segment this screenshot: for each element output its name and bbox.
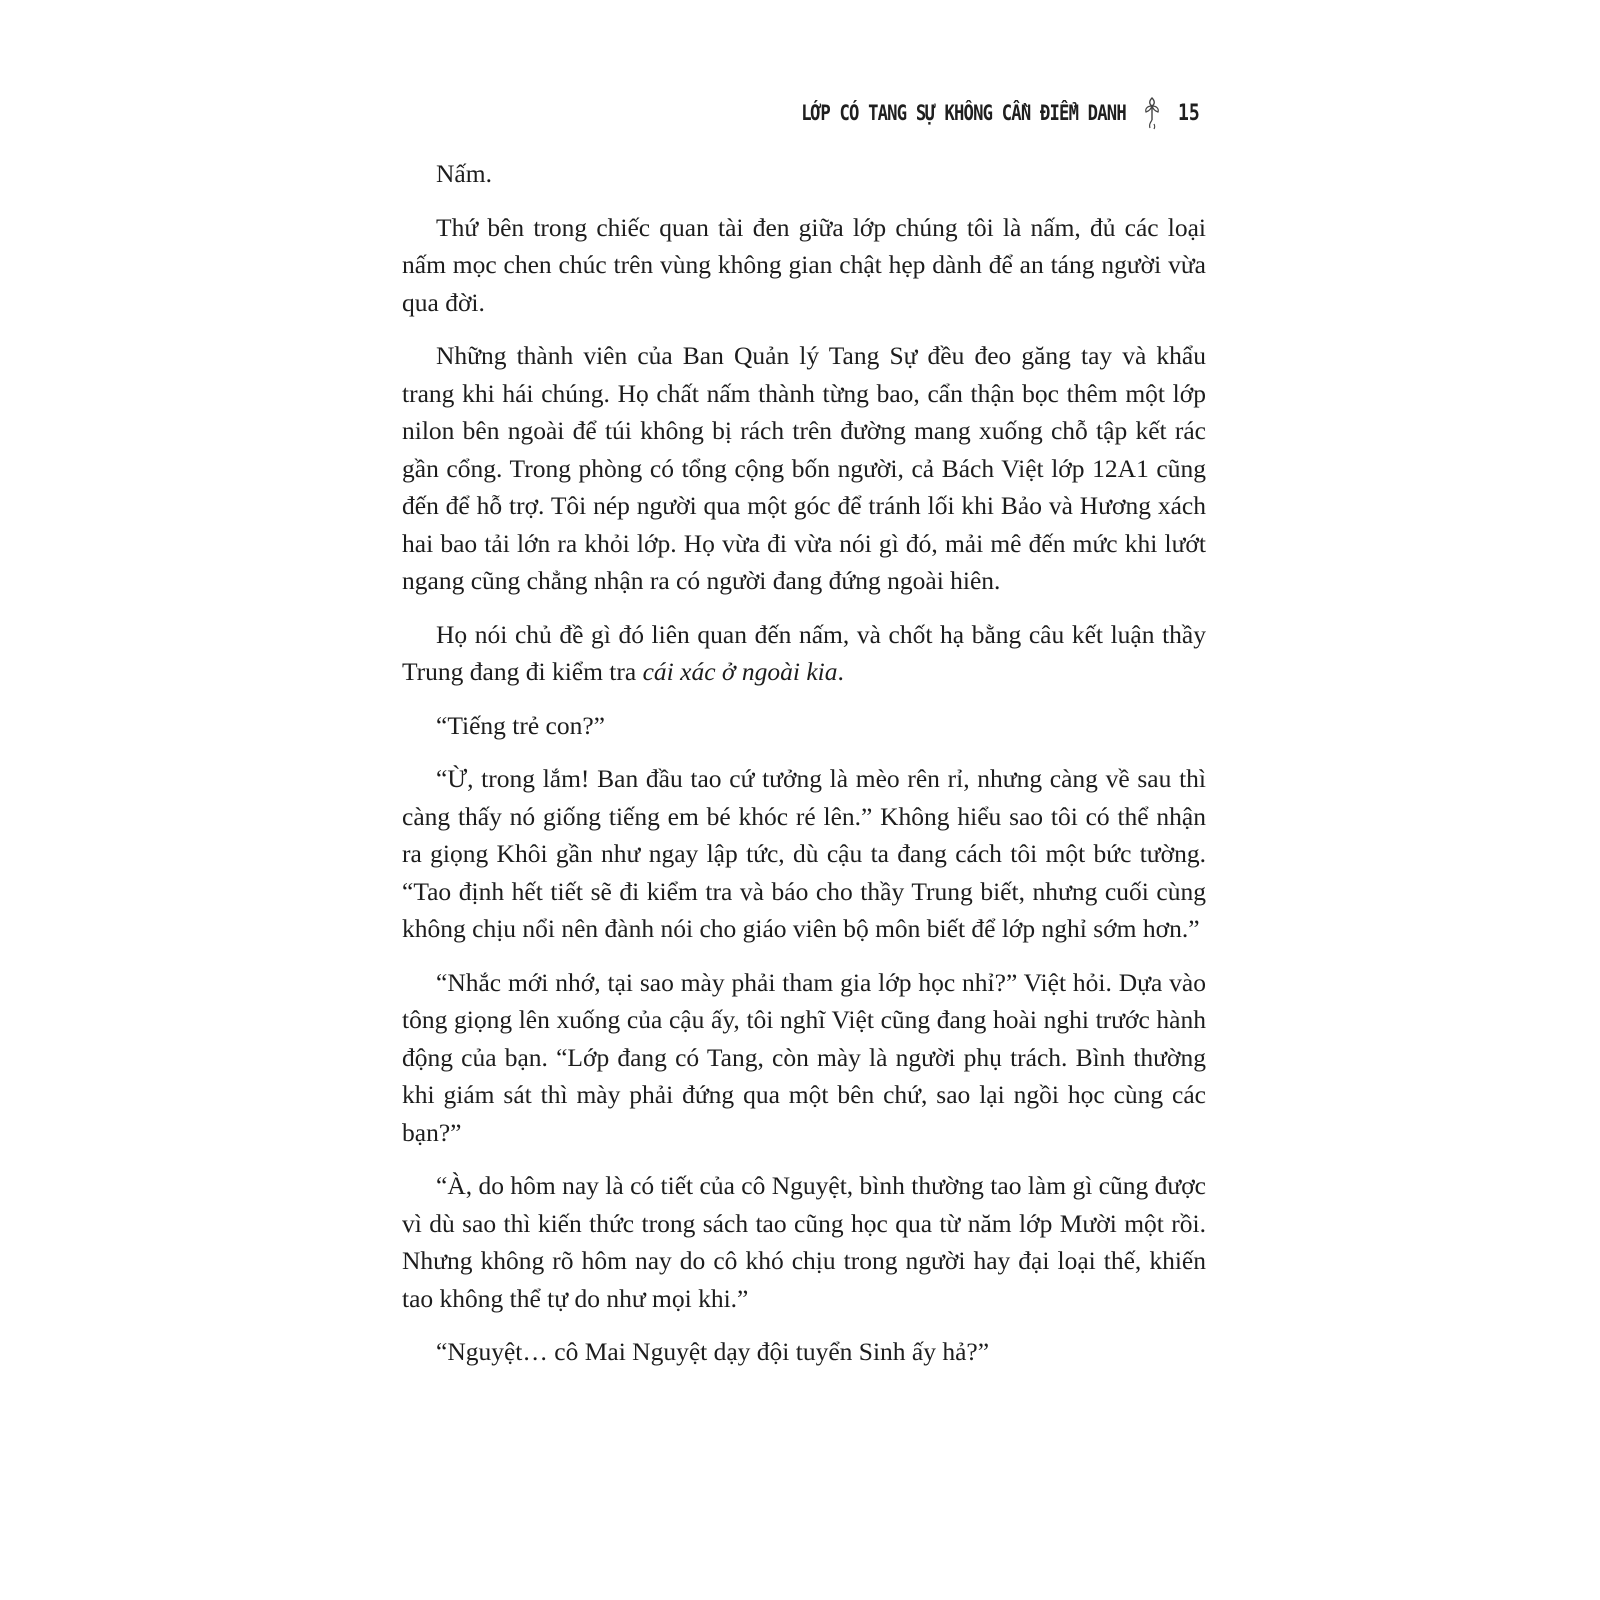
paragraph-text: Họ nói chủ đề gì đó liên quan đến nấm, và chốt hạ bằng câu kết luận thầy Trung đang đi kiểm tra [402, 619, 1206, 686]
paragraph: “À, do hôm nay là có tiết của cô Nguyệt, bình thường tao làm gì cũng được vì dù sao thì kiến thức trong sách tao cũng học qua từ năm lớp Mười một rồi. Nhưng không rõ hôm nay do cô khó chịu trong người hay đại loại thế, khiến tao không thể tự do như mọi khi.” [402, 1171, 1206, 1313]
paragraph: “Nguyệt… cô Mai Nguyệt dạy đội tuyển Sinh ấy hả?” [436, 1337, 990, 1366]
floral-ornament-icon [1140, 96, 1164, 130]
paragraph: “Nhắc mới nhớ, tại sao mày phải tham gia lớp học nhỉ?” Việt hỏi. Dựa vào tông giọng lên xuống của cậu ấy, tôi nghĩ Việt cũng đang hoài nghi trước hành động của bạn. “Lớp đang có Tang, còn mày là người phụ trách. Bình thường khi giám sát thì mày phải đứng qua một bên chứ, sao lại ngồi học cùng các bạn?” [402, 967, 1206, 1147]
paragraph: Nấm. [436, 159, 492, 188]
paragraph: Thứ bên trong chiếc quan tài đen giữa lớp chúng tôi là nấm, đủ các loại nấm mọc chen chúc trên vùng không gian chật hẹp dành để an táng người vừa qua đời. [402, 212, 1206, 317]
paragraph: “Ừ, trong lắm! Ban đầu tao cứ tưởng là mèo rên rỉ, nhưng càng về sau thì càng thấy nó giống tiếng em bé khóc ré lên.” Không hiểu sao tôi có thể nhận ra giọng Khôi gần như ngay lập tức, dù cậu ta đang cách tôi một bức tường. “Tao định hết tiết sẽ đi kiểm tra và báo cho thầy Trung biết, nhưng cuối cùng không chịu nổi nên đành nói cho giáo viên bộ môn biết để lớp nghỉ sớm hơn.” [402, 764, 1206, 943]
paragraph: “Tiếng trẻ con?” [436, 710, 605, 740]
paragraph-text-end: . [837, 657, 844, 686]
body-text [402, 155, 1206, 1371]
italic-phrase: cái xác ở ngoài kia [642, 657, 838, 686]
running-header [730, 96, 1204, 130]
paragraph: Những thành viên của Ban Quản lý Tang Sự đều đeo găng tay và khẩu trang khi hái chúng. Họ chất nấm thành từng bao, cẩn thận bọc thêm một lớp nilon bên ngoài để túi không bị rách trên đường mang xuống chỗ tập kết rác gần cổng. Trong phòng có tổng cộng bốn người, cả Bách Việt lớp 12A1 cũng đến để hỗ trợ. Tôi nép người qua một góc để tránh lối khi Bảo và Hương xách hai bao tải lớn ra khỏi lớp. Họ vừa đi vừa nói gì đó, mải mê đến mức khi lướt ngang cũng chẳng nhận ra có người đang đứng ngoài hiên. [402, 341, 1206, 595]
page-number: 15 [1177, 100, 1200, 126]
paragraph [402, 616, 1206, 691]
running-title: LỚP CÓ TANG SỰ KHÔNG CẦN ĐIỂM DANH [800, 101, 1126, 125]
